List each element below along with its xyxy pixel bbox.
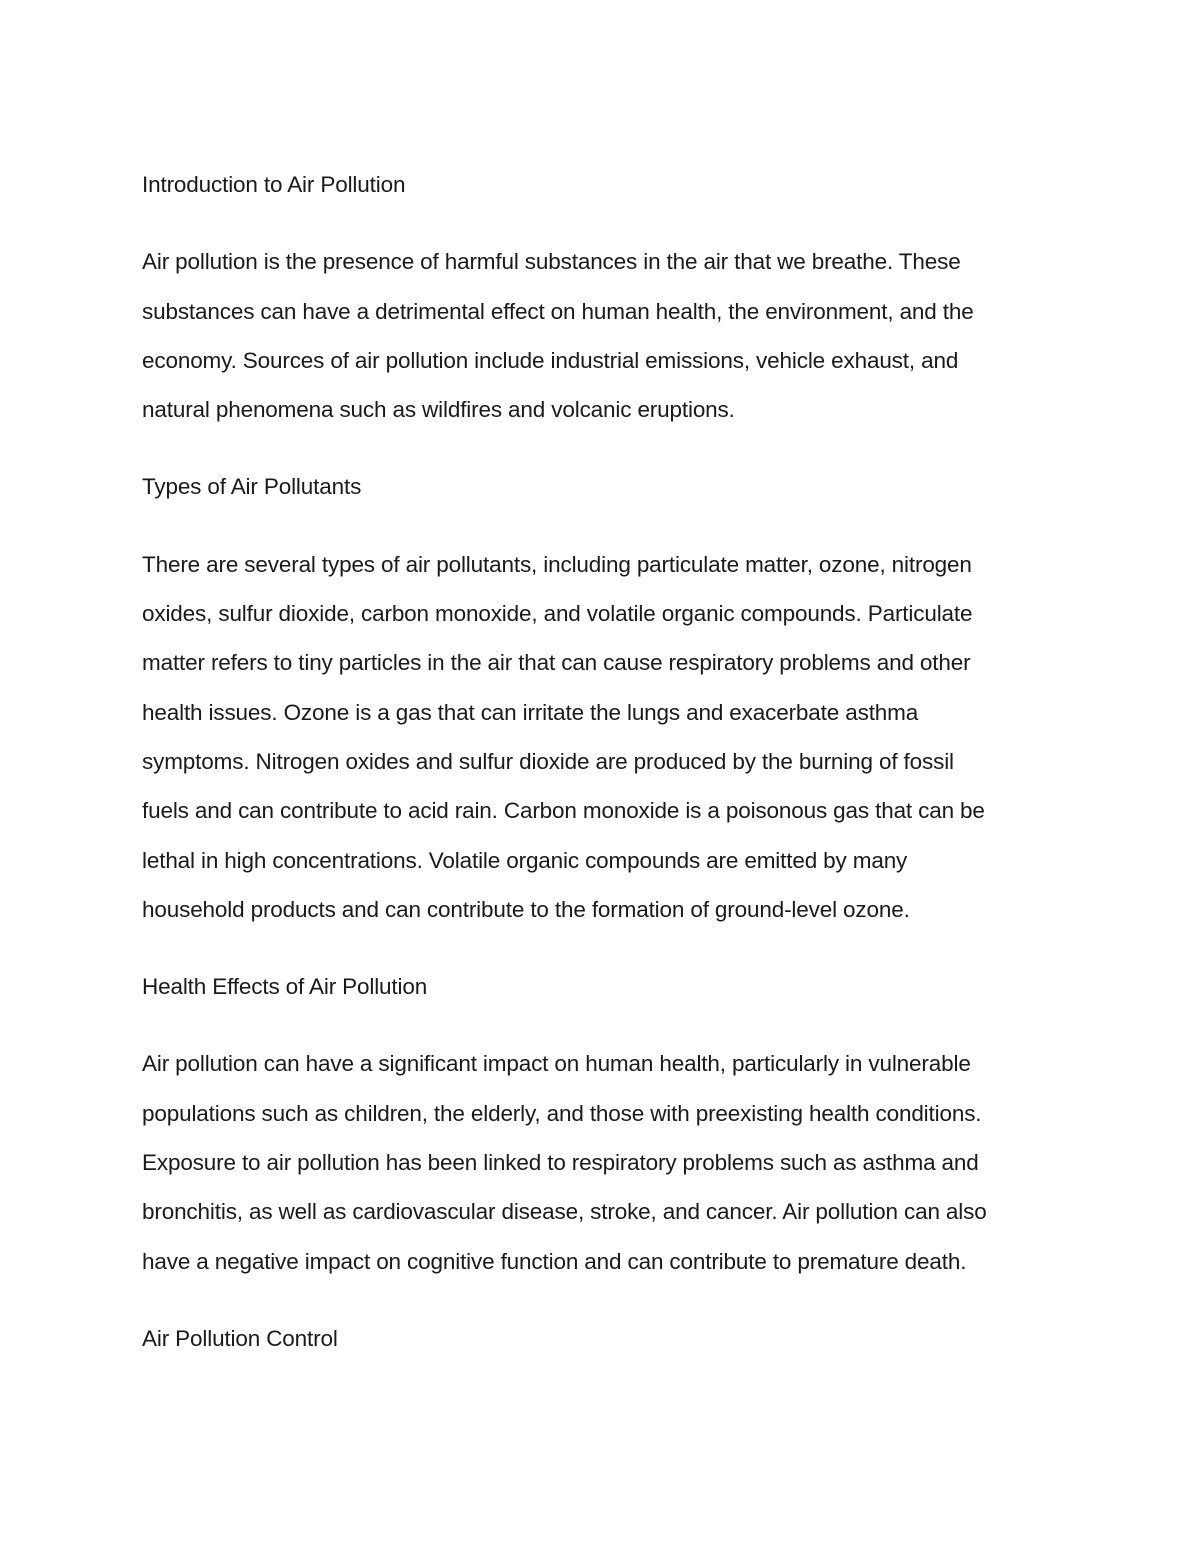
section-body-health-effects (142, 1039, 1052, 1285)
paragraph-line: bronchitis, as well as cardiovascular disease, stroke, and cancer. Air pollution can also (142, 1199, 987, 1225)
section-gap (142, 934, 1052, 962)
paragraph-line: symptoms. Nitrogen oxides and sulfur dioxide are produced by the burning of fossil (142, 748, 954, 774)
paragraph-line: Air pollution can have a significant impact on human health, particularly in vulnerable (142, 1051, 971, 1077)
paragraph-line: Exposure to air pollution has been linked to respiratory problems such as asthma and (142, 1150, 979, 1176)
paragraph-line: fuels and can contribute to acid rain. Carbon monoxide is a poisonous gas that can be (142, 798, 985, 824)
section-gap (142, 512, 1052, 540)
paragraph-line: have a negative impact on cognitive function and can contribute to premature death. (142, 1248, 967, 1274)
section-heading-introduction: Introduction to Air Pollution (142, 172, 406, 197)
paragraph-line: lethal in high concentrations. Volatile organic compounds are emitted by many (142, 847, 908, 873)
section-heading-control: Air Pollution Control (142, 1325, 338, 1351)
paragraph-line: economy. Sources of air pollution include industrial emissions, vehicle exhaust, and (142, 347, 959, 373)
paragraph-line: health issues. Ozone is a gas that can irritate the lungs and exacerbate asthma (142, 699, 919, 725)
section-gap (142, 434, 1052, 462)
paragraph-line: Air pollution is the presence of harmful substances in the air that we breathe. These (142, 249, 961, 275)
paragraph-line: substances can have a detrimental effect on human health, the environment, and the (142, 298, 974, 324)
paragraph-line: populations such as children, the elderly, and those with preexisting health conditions. (142, 1100, 982, 1126)
paragraph-line: natural phenomena such as wildfires and volcanic eruptions. (142, 397, 735, 423)
section-gap (142, 1011, 1052, 1039)
paragraph-line: There are several types of air pollutants, including particulate matter, ozone, nitrogen (142, 551, 972, 577)
paragraph-line: matter refers to tiny particles in the air that can cause respiratory problems and other (142, 650, 971, 676)
paragraph-line: household products and can contribute to the formation of ground-level ozone. (142, 896, 910, 922)
section-heading-types: Types of Air Pollutants (142, 474, 362, 500)
section-gap (142, 1286, 1052, 1314)
section-body-introduction (142, 237, 1052, 434)
document-content (142, 160, 1052, 1363)
paragraph-line: oxides, sulfur dioxide, carbon monoxide, and volatile organic compounds. Particulate (142, 601, 973, 627)
section-heading-health-effects: Health Effects of Air Pollution (142, 974, 428, 1000)
section-gap (142, 209, 1052, 237)
section-body-types (142, 540, 1052, 934)
